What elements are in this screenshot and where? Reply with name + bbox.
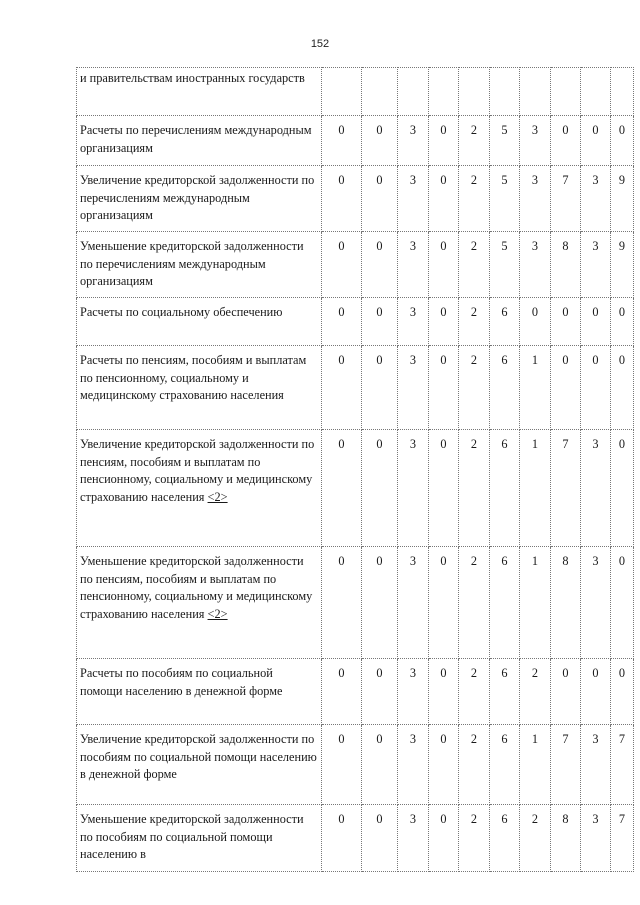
code-cell-1: 0	[322, 232, 362, 298]
code-cell-5: 2	[459, 805, 490, 872]
code-cell-1: 0	[322, 116, 362, 166]
code-cell-3: 3	[398, 805, 429, 872]
code-cell-10: 0	[611, 430, 634, 547]
row-description-text: Уменьшение кредиторской задолженности по пособиям по социальной помощи населению в	[80, 812, 304, 862]
code-cell-2: 0	[362, 725, 398, 805]
code-cell-1: 0	[322, 166, 362, 232]
code-cell-1: 0	[322, 725, 362, 805]
code-cell-8: 8	[551, 805, 581, 872]
code-cell-3: 3	[398, 116, 429, 166]
code-cell-2: 0	[362, 116, 398, 166]
code-cell-9: 3	[581, 725, 611, 805]
code-cell-5	[459, 68, 490, 116]
row-description-text: Расчеты по перечислениям международным организациям	[80, 123, 312, 155]
code-cell-6: 5	[490, 166, 520, 232]
row-description	[77, 68, 322, 116]
row-description-text: Уменьшение кредиторской задолженности по перечислениям международным организациям	[80, 239, 304, 289]
code-cell-2: 0	[362, 346, 398, 430]
code-cell-3: 3	[398, 346, 429, 430]
code-cell-2	[362, 68, 398, 116]
code-cell-4: 0	[429, 116, 459, 166]
code-cell-8: 8	[551, 547, 581, 659]
table-row	[77, 805, 634, 872]
code-cell-7: 3	[520, 232, 551, 298]
row-description	[77, 298, 322, 346]
code-cell-6: 5	[490, 116, 520, 166]
code-cell-3: 3	[398, 659, 429, 725]
code-cell-4: 0	[429, 547, 459, 659]
table-row	[77, 166, 634, 232]
code-cell-6: 6	[490, 430, 520, 547]
code-cell-3: 3	[398, 725, 429, 805]
account-codes-table	[76, 67, 634, 872]
code-cell-8: 8	[551, 232, 581, 298]
code-cell-4	[429, 68, 459, 116]
code-cell-4: 0	[429, 659, 459, 725]
code-cell-10: 0	[611, 346, 634, 430]
code-cell-9: 0	[581, 298, 611, 346]
code-cell-8	[551, 68, 581, 116]
row-description	[77, 116, 322, 166]
code-cell-6: 6	[490, 298, 520, 346]
code-cell-5: 2	[459, 116, 490, 166]
code-cell-2: 0	[362, 547, 398, 659]
code-cell-7: 1	[520, 725, 551, 805]
row-description	[77, 805, 322, 872]
code-cell-1: 0	[322, 298, 362, 346]
code-cell-7: 2	[520, 805, 551, 872]
code-cell-10: 0	[611, 116, 634, 166]
row-description	[77, 725, 322, 805]
footnote-link[interactable]: <2>	[207, 489, 228, 504]
code-cell-5: 2	[459, 430, 490, 547]
code-cell-1: 0	[322, 430, 362, 547]
table-row	[77, 232, 634, 298]
row-description-text: Увеличение кредиторской задолженности по пенсиям, пособиям и выплатам по пенсионному, социальному и медицинскому страхованию населения	[80, 437, 315, 504]
code-cell-1	[322, 68, 362, 116]
code-cell-2: 0	[362, 298, 398, 346]
code-cell-1: 0	[322, 659, 362, 725]
code-cell-4: 0	[429, 232, 459, 298]
code-cell-6: 6	[490, 346, 520, 430]
code-cell-2: 0	[362, 166, 398, 232]
code-cell-9: 3	[581, 430, 611, 547]
code-cell-5: 2	[459, 166, 490, 232]
code-cell-4: 0	[429, 725, 459, 805]
code-cell-9: 3	[581, 805, 611, 872]
code-cell-10: 9	[611, 232, 634, 298]
code-cell-1: 0	[322, 346, 362, 430]
code-cell-1: 0	[322, 547, 362, 659]
row-description-text: Увеличение кредиторской задолженности по перечислениям международным организациям	[80, 173, 315, 223]
footnote-link[interactable]: <2>	[207, 606, 228, 621]
code-cell-3: 3	[398, 232, 429, 298]
code-cell-6: 6	[490, 547, 520, 659]
code-cell-8: 0	[551, 298, 581, 346]
code-cell-9: 0	[581, 116, 611, 166]
row-description-text: Уменьшение кредиторской задолженности по пенсиям, пособиям и выплатам по пенсионному, социальному и медицинскому страхованию населения	[80, 554, 313, 621]
code-cell-7: 3	[520, 166, 551, 232]
code-cell-9: 0	[581, 659, 611, 725]
code-cell-6: 6	[490, 725, 520, 805]
code-cell-10: 9	[611, 166, 634, 232]
code-cell-7: 0	[520, 298, 551, 346]
code-cell-10: 0	[611, 659, 634, 725]
code-cell-8: 7	[551, 166, 581, 232]
code-cell-10: 7	[611, 725, 634, 805]
code-cell-9: 0	[581, 346, 611, 430]
code-cell-10	[611, 68, 634, 116]
code-cell-5: 2	[459, 346, 490, 430]
row-description	[77, 166, 322, 232]
code-cell-9: 3	[581, 232, 611, 298]
row-description-text: Увеличение кредиторской задолженности по пособиям по социальной помощи населению в денежной форме	[80, 732, 317, 782]
code-cell-8: 7	[551, 430, 581, 547]
code-cell-6: 6	[490, 805, 520, 872]
table-row	[77, 116, 634, 166]
code-cell-6: 6	[490, 659, 520, 725]
code-cell-7: 1	[520, 346, 551, 430]
code-cell-5: 2	[459, 547, 490, 659]
table-row	[77, 68, 634, 116]
code-cell-4: 0	[429, 166, 459, 232]
code-cell-7: 1	[520, 430, 551, 547]
code-cell-2: 0	[362, 659, 398, 725]
code-cell-2: 0	[362, 430, 398, 547]
code-cell-1: 0	[322, 805, 362, 872]
row-description-text: Расчеты по пенсиям, пособиям и выплатам по пенсионному, социальному и медицинскому страхованию населения	[80, 353, 307, 403]
row-description-text: Расчеты по социальному обеспечению	[80, 305, 283, 319]
row-description-text: Расчеты по пособиям по социальной помощи населению в денежной форме	[80, 666, 283, 698]
code-cell-5: 2	[459, 725, 490, 805]
code-cell-8: 0	[551, 659, 581, 725]
row-description	[77, 232, 322, 298]
code-cell-7: 2	[520, 659, 551, 725]
code-cell-3: 3	[398, 547, 429, 659]
page-number: 152	[310, 38, 330, 50]
code-cell-10: 0	[611, 298, 634, 346]
code-cell-4: 0	[429, 298, 459, 346]
row-description	[77, 430, 322, 547]
code-cell-2: 0	[362, 232, 398, 298]
code-cell-3: 3	[398, 298, 429, 346]
code-cell-6: 5	[490, 232, 520, 298]
table-row	[77, 659, 634, 725]
code-cell-9	[581, 68, 611, 116]
row-description	[77, 659, 322, 725]
table-row	[77, 547, 634, 659]
row-description	[77, 547, 322, 659]
code-cell-4: 0	[429, 805, 459, 872]
row-description-text: и правительствам иностранных государств	[80, 71, 305, 85]
code-cell-10: 0	[611, 547, 634, 659]
code-cell-2: 0	[362, 805, 398, 872]
code-cell-3: 3	[398, 430, 429, 547]
code-cell-8: 0	[551, 346, 581, 430]
code-cell-6	[490, 68, 520, 116]
code-cell-4: 0	[429, 430, 459, 547]
table-row	[77, 725, 634, 805]
code-cell-9: 3	[581, 166, 611, 232]
code-cell-5: 2	[459, 232, 490, 298]
code-cell-7	[520, 68, 551, 116]
code-cell-3	[398, 68, 429, 116]
table-row	[77, 430, 634, 547]
table-body	[77, 68, 634, 872]
code-cell-5: 2	[459, 298, 490, 346]
code-cell-10: 7	[611, 805, 634, 872]
code-cell-8: 0	[551, 116, 581, 166]
table-row	[77, 298, 634, 346]
code-cell-7: 1	[520, 547, 551, 659]
row-description	[77, 346, 322, 430]
code-cell-7: 3	[520, 116, 551, 166]
code-cell-3: 3	[398, 166, 429, 232]
code-cell-4: 0	[429, 346, 459, 430]
table-row	[77, 346, 634, 430]
code-cell-8: 7	[551, 725, 581, 805]
code-cell-9: 3	[581, 547, 611, 659]
code-cell-5: 2	[459, 659, 490, 725]
